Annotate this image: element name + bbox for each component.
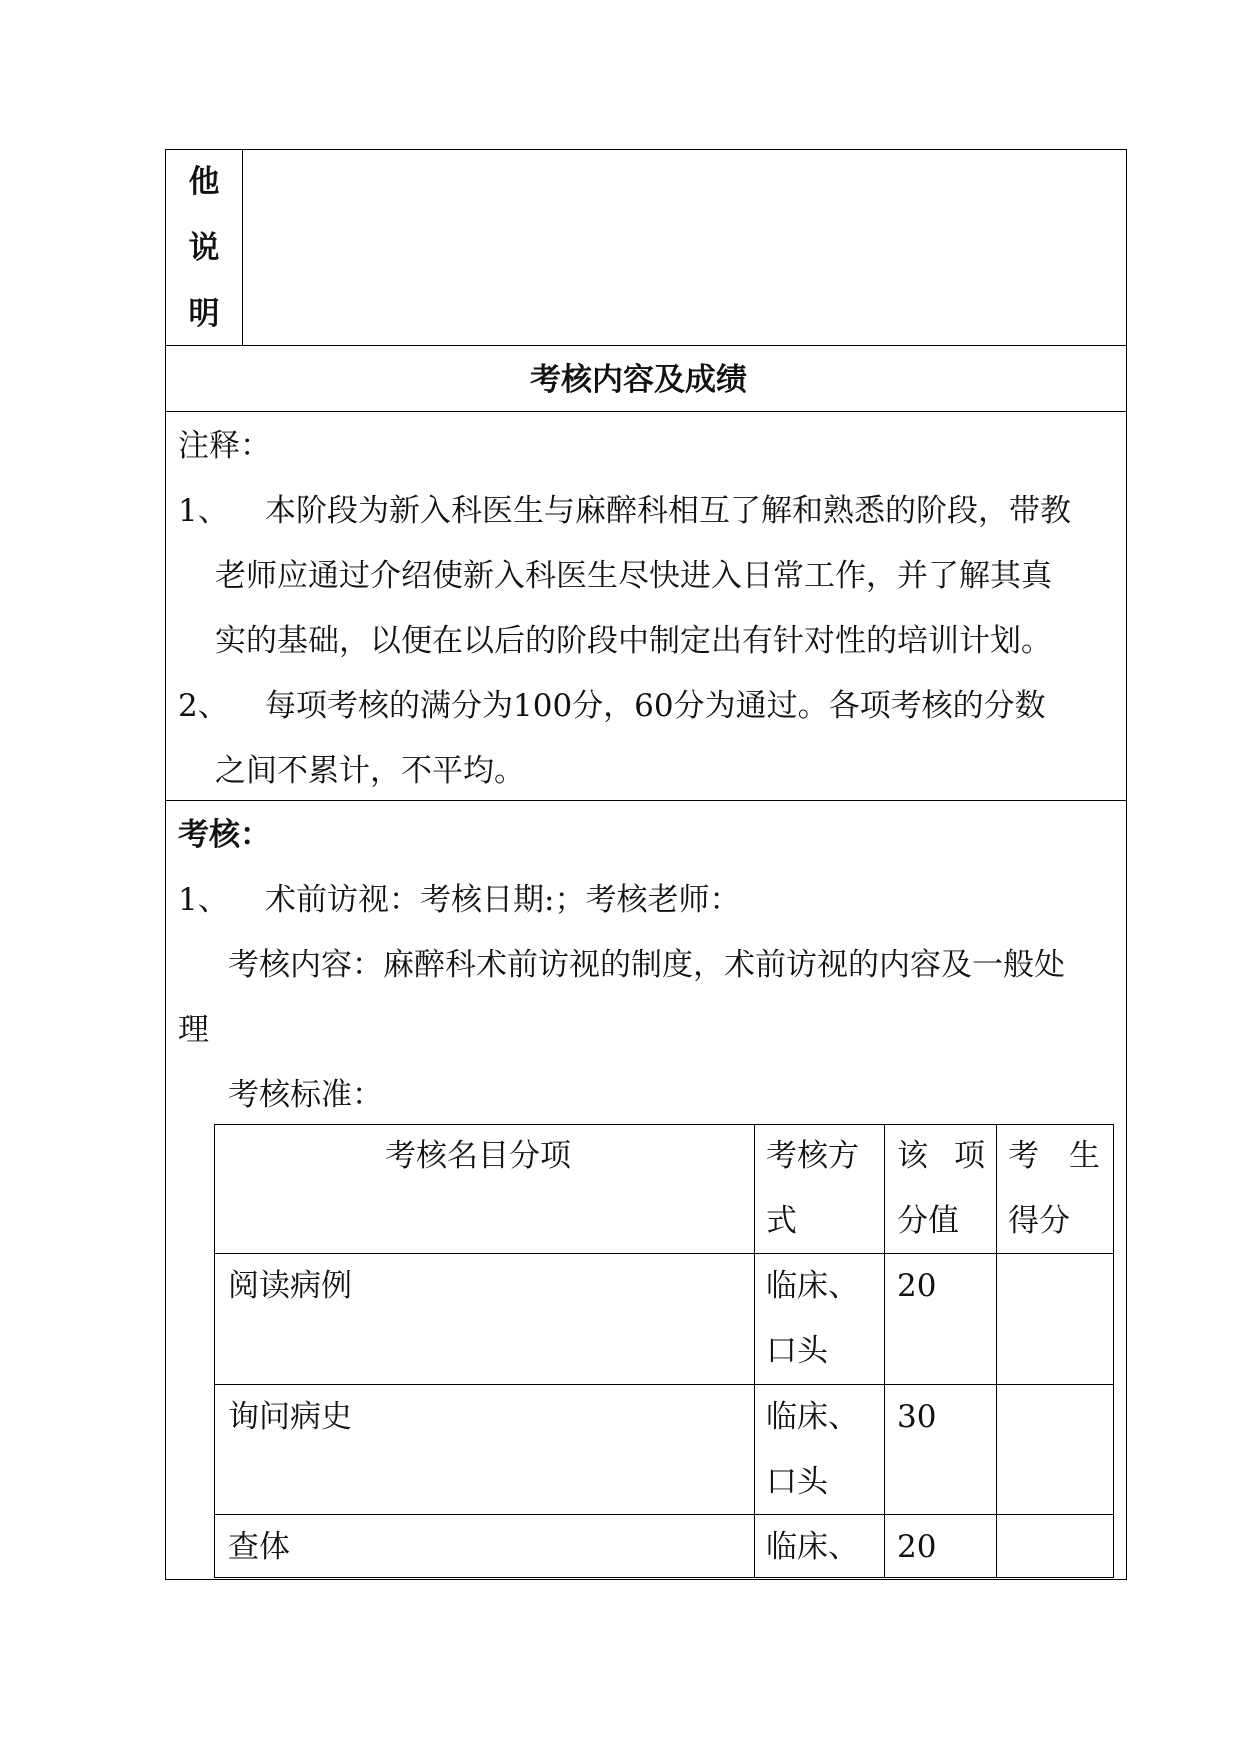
assessment-content-line-2: 理 [178, 1012, 209, 1048]
header-value-line-1 [897, 1136, 985, 1176]
header-value-char-1: 该 [897, 1138, 928, 1174]
table-line [214, 1124, 1114, 1125]
note-1-line-1: 本阶段为新入科医生与麻醉科相互了解和熟悉的阶段，带教 [265, 493, 1071, 529]
header-value-line-2: 分值 [897, 1203, 959, 1239]
table-line [214, 1384, 1114, 1385]
note-2-line-2: 之间不累计，不平均。 [215, 753, 525, 789]
form-left-border [165, 149, 166, 1580]
label-char-3: 明 [188, 296, 220, 332]
note-1-line-3: 实的基础，以便在以后的阶段中制定出有针对性的培训计划。 [215, 623, 1052, 659]
row-3-method-line-1: 临床、 [766, 1529, 859, 1565]
label-column-divider [242, 149, 243, 345]
assessment-item-number: 1、 [178, 882, 229, 918]
note-1-number: 1、 [178, 493, 229, 529]
label-char-2: 说 [188, 230, 220, 266]
table-line [754, 1124, 755, 1578]
row-divider [165, 800, 1127, 801]
table-line [996, 1124, 997, 1578]
row-2-name: 询问病史 [228, 1399, 352, 1435]
assessment-heading: 考核： [178, 817, 271, 853]
header-value-char-2: 项 [954, 1138, 985, 1174]
table-line [214, 1514, 1114, 1515]
header-score-char-1: 考 [1008, 1138, 1039, 1174]
table-line [1113, 1124, 1114, 1578]
header-method-line-2: 式 [766, 1203, 797, 1239]
row-divider [165, 345, 1127, 346]
form-top-border [165, 149, 1127, 150]
row-1-method-line-2: 口头 [766, 1333, 828, 1369]
row-1-method-line-1: 临床、 [766, 1268, 859, 1304]
assessment-standard-label: 考核标准： [228, 1077, 383, 1113]
section-title: 考核内容及成绩 [530, 362, 747, 398]
row-divider [165, 411, 1127, 412]
note-1-line-2: 老师应通过介绍使新入科医生尽快进入日常工作，并了解其真 [215, 558, 1052, 594]
assessment-content-line-1: 考核内容：麻醉科术前访视的制度，术前访视的内容及一般处 [228, 947, 1065, 983]
header-score-line-2: 得分 [1008, 1203, 1070, 1239]
row-1-name: 阅读病例 [228, 1268, 352, 1304]
table-line [214, 1124, 215, 1578]
note-2-line-1: 每项考核的满分为100分，60分为通过。各项考核的分数 [265, 688, 1046, 724]
header-score-char-2: 生 [1069, 1138, 1100, 1174]
assessment-item-title: 术前访视：考核日期:；考核老师： [265, 882, 741, 918]
header-item-name: 考核名目分项 [385, 1138, 571, 1174]
row-2-method-line-1: 临床、 [766, 1399, 859, 1435]
note-2-number: 2、 [178, 688, 229, 724]
row-2-value: 30 [897, 1399, 937, 1435]
row-3-value: 20 [897, 1529, 937, 1565]
label-char-1: 他 [188, 164, 220, 200]
header-score-line-1 [1008, 1136, 1100, 1176]
row-1-value: 20 [897, 1268, 937, 1304]
table-line [214, 1253, 1114, 1254]
row-2-method-line-2: 口头 [766, 1464, 828, 1500]
row-3-name: 查体 [228, 1529, 290, 1565]
table-line [884, 1124, 885, 1578]
notes-heading: 注释： [178, 428, 271, 464]
header-method-line-1: 考核方 [766, 1138, 859, 1174]
table-line [214, 1577, 1114, 1578]
